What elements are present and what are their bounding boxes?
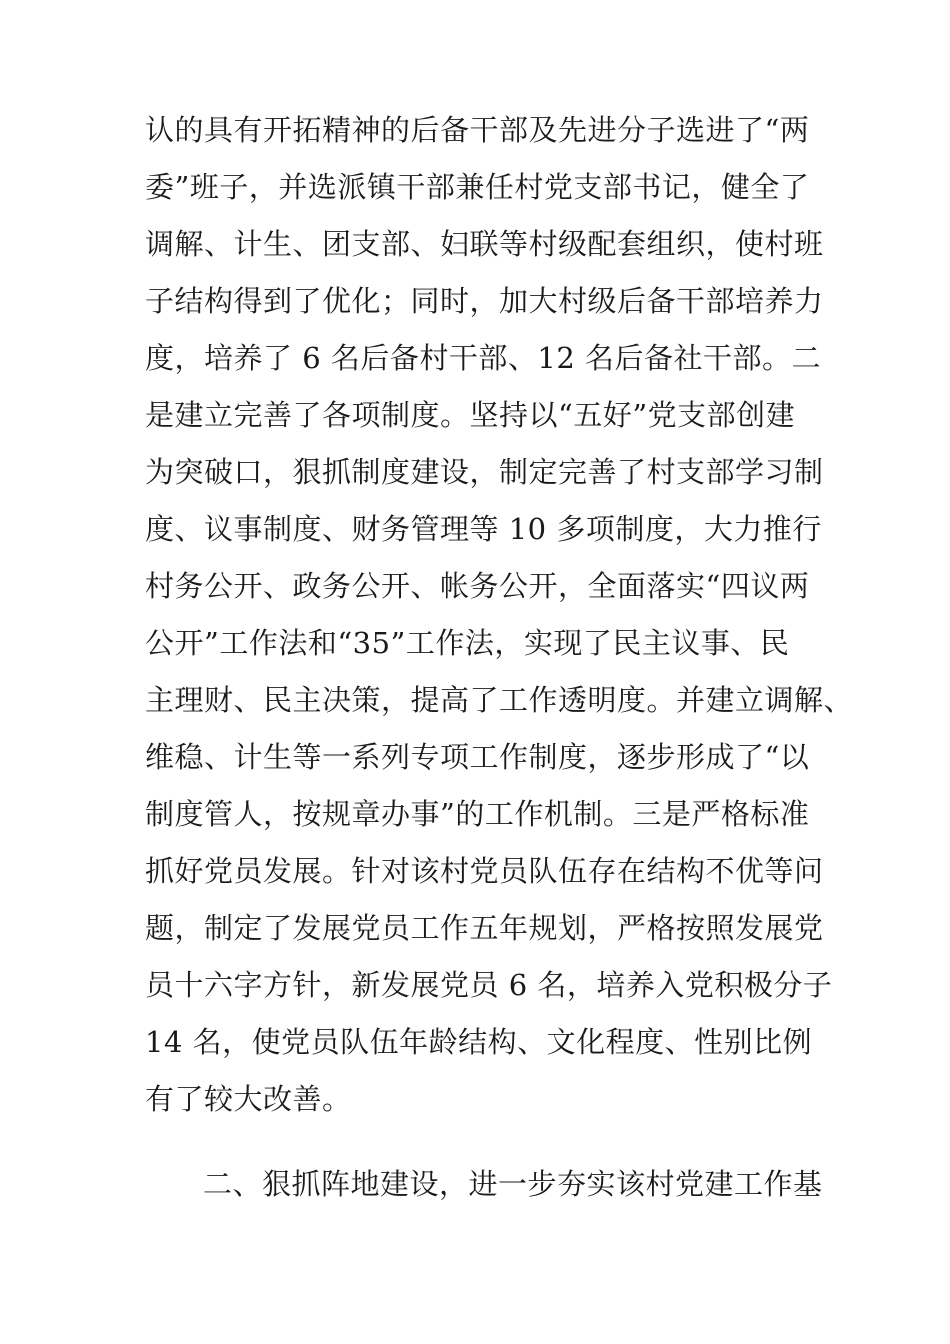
text-line: 子结构得到了优化；同时，加大村级后备干部培养力 (145, 284, 824, 318)
text-line: 制度管人，按规章办事”的工作机制。三是严格标准 (145, 797, 810, 831)
text-line: 度，培养了 6 名后备村干部、12 名后备社干部。二 (145, 341, 822, 375)
body-text (145, 102, 854, 1213)
text-line: 是建立完善了各项制度。坚持以“五好”党支部创建 (145, 398, 796, 432)
text-line: 14 名，使党员队伍年龄结构、文化程度、性别比例 (145, 1025, 813, 1059)
text-line: 公开”工作法和“35”工作法，实现了民主议事、民 (145, 626, 790, 660)
text-line: 认的具有开拓精神的后备干部及先进分子选进了“两 (145, 113, 810, 147)
text-line: 有了较大改善。 (145, 1082, 352, 1116)
text-line: 主理财、民主决策，提高了工作透明度。并建立调解、 (145, 683, 854, 717)
text-line: 员十六字方针，新发展党员 6 名，培养入党积极分子 (145, 968, 833, 1002)
text-line: 村务公开、政务公开、帐务公开，全面落实“四议两 (145, 569, 810, 603)
section-heading-line: 二、狠抓阵地建设，进一步夯实该村党建工作基 (203, 1167, 823, 1201)
paragraph-spacer (145, 1128, 825, 1156)
text-line: 调解、计生、团支部、妇联等村级配套组织，使村班 (145, 227, 824, 261)
text-line: 维稳、计生等一系列专项工作制度，逐步形成了“以 (145, 740, 810, 774)
text-line: 抓好党员发展。针对该村党员队伍存在结构不优等问 (145, 854, 824, 888)
text-line: 为突破口，狠抓制度建设，制定完善了村支部学习制 (145, 455, 824, 489)
text-line: 委”班子，并选派镇干部兼任村党支部书记，健全了 (145, 170, 810, 204)
text-line: 度、议事制度、财务管理等 10 多项制度，大力推行 (145, 512, 822, 546)
text-line: 题，制定了发展党员工作五年规划，严格按照发展党 (145, 911, 824, 945)
